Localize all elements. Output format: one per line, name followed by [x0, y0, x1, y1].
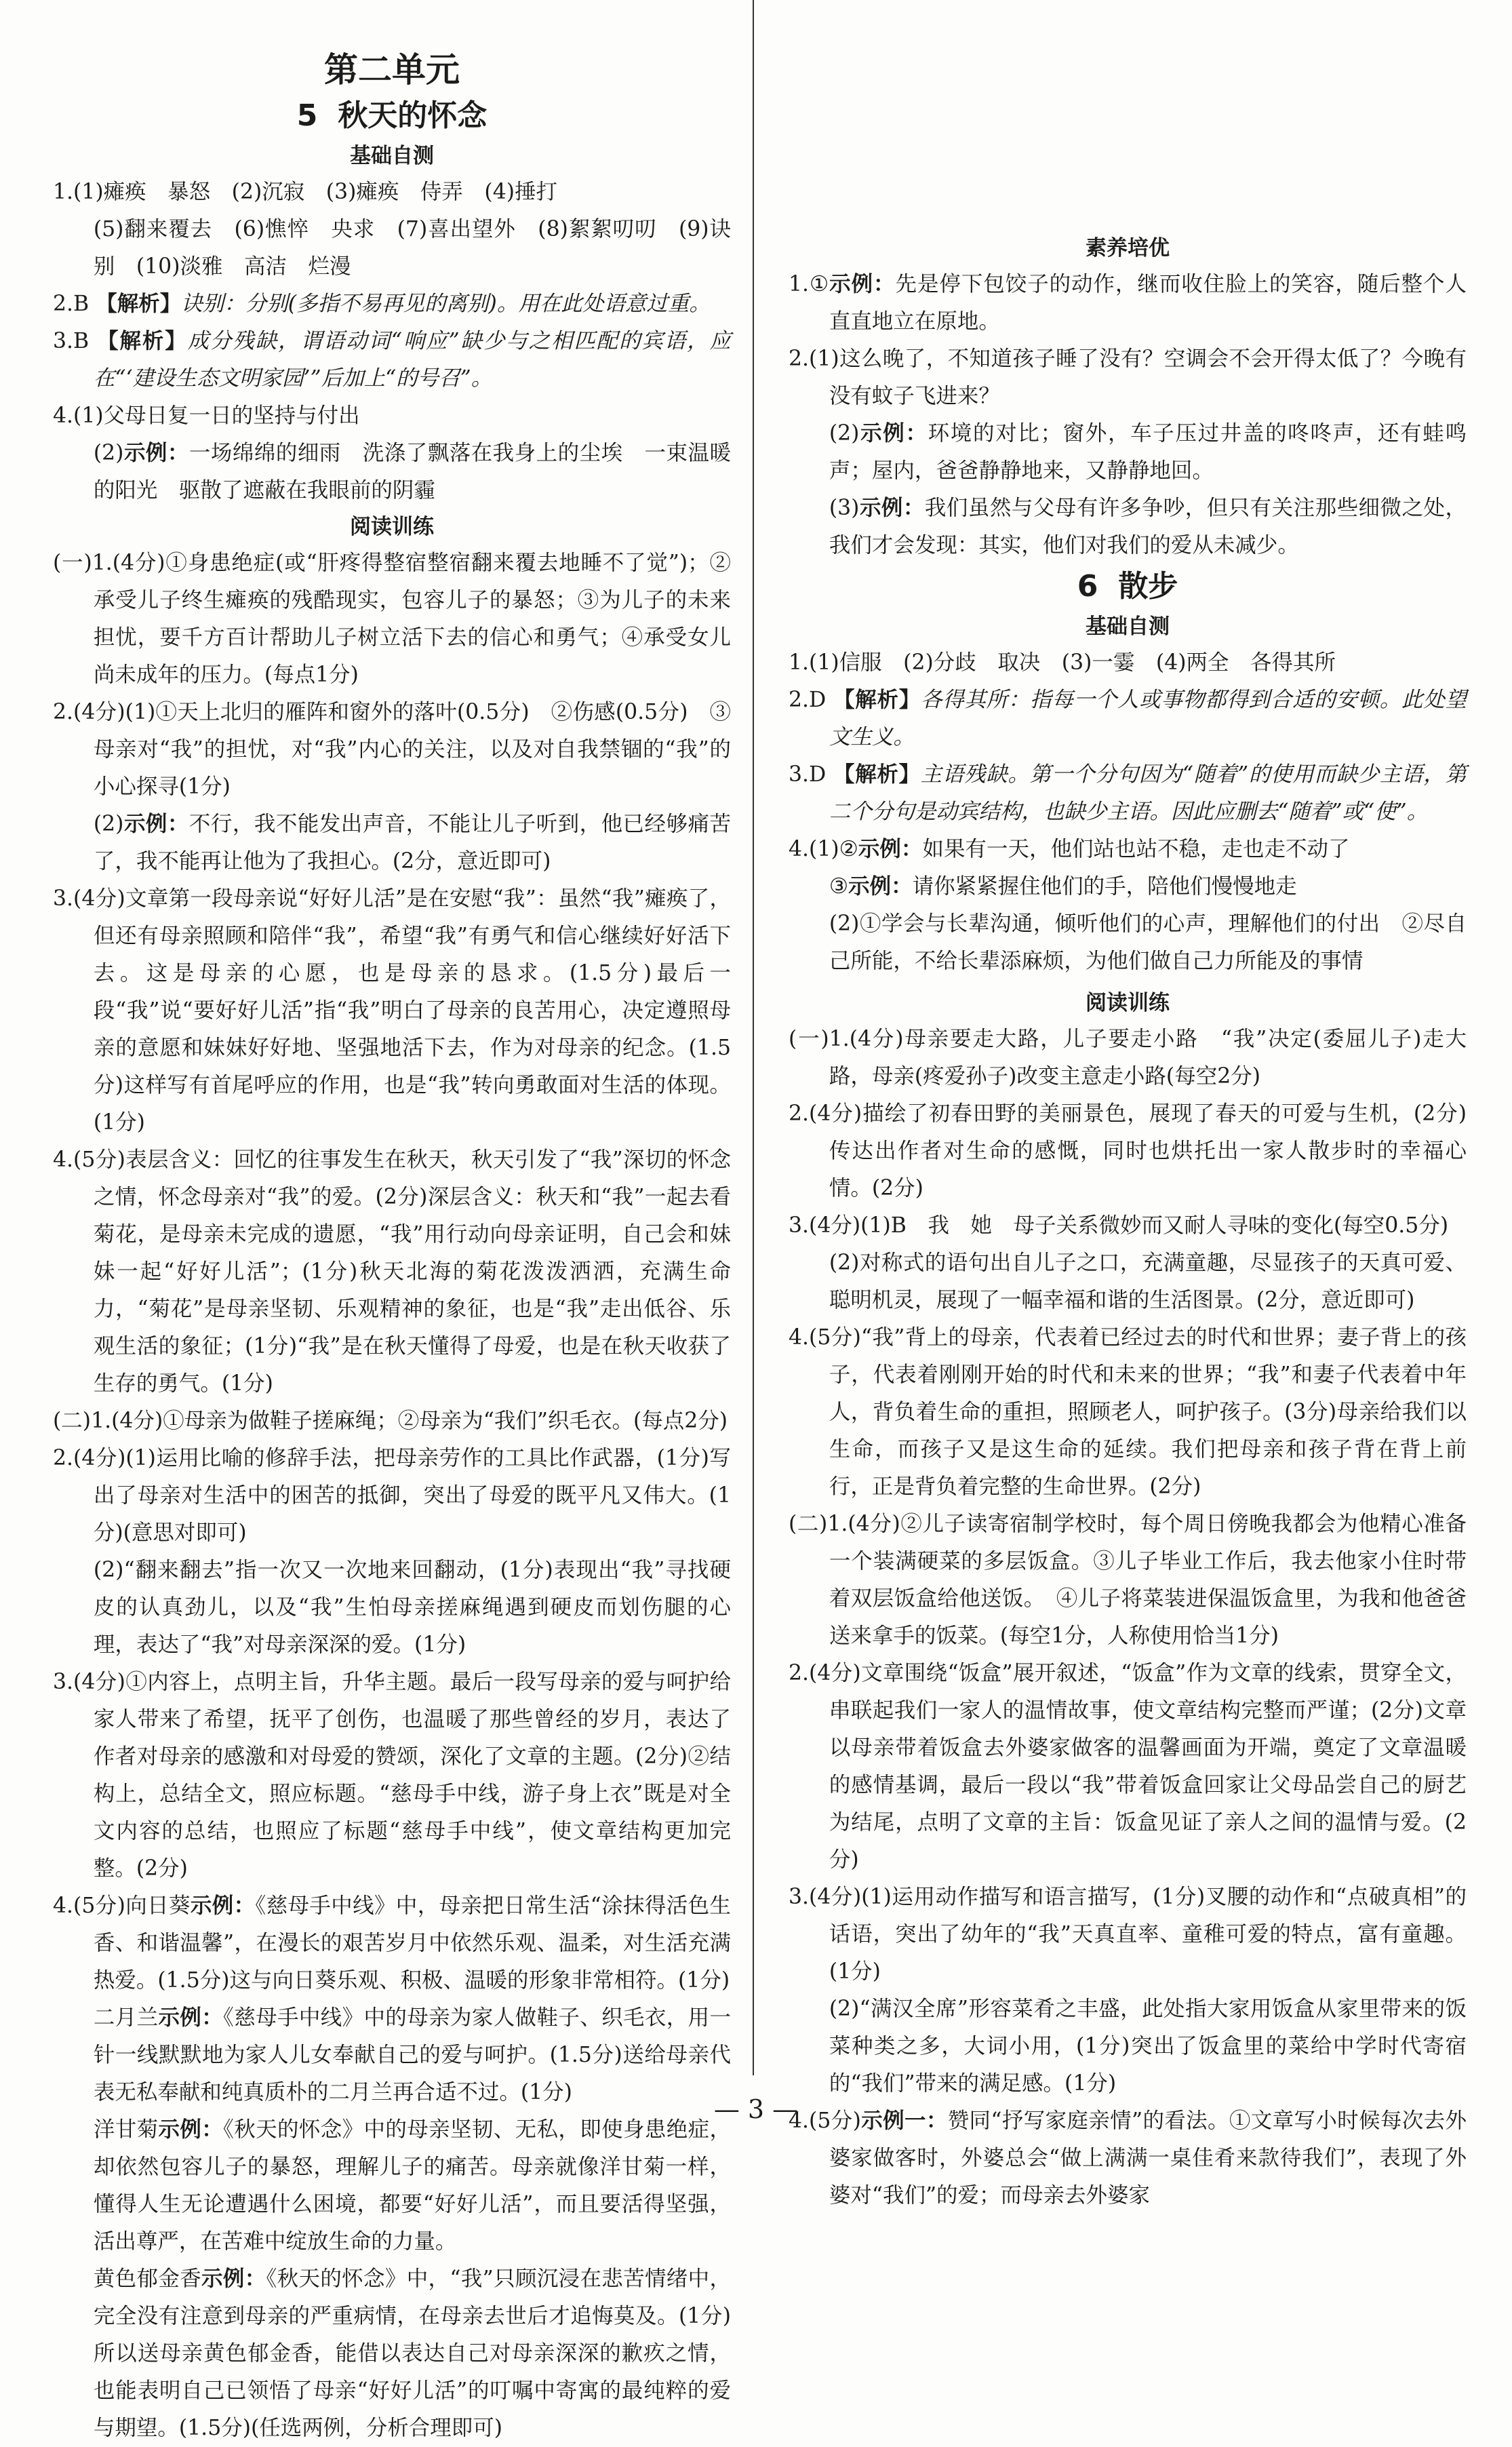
- l5-quality-q2: 2.(1)这么晚了，不知道孩子睡了没有？空调会不会开得太低了？今晚有没有蚊子飞进来？: [789, 347, 1467, 408]
- sub-label: 1.①: [789, 272, 830, 296]
- l5-read1-q3: 3.(4分)文章第一段母亲说“好好儿活”是在安慰“我”：虽然“我”瘫痪了，但还有母亲照顾和陪伴“我”，希望“我”有勇气和信心继续好好活下去。这是母亲的心愿，也是母亲的恳求。(1.5分)最后一段“我”说“要好好儿活”指“我”明白了母亲的良苦用心，决定遵照母亲的意愿和妹妹好好地、坚强地活下去，作为对母亲的纪念。(1.5分)这样写有首尾呼应的作用，也是“我”转向勇敢面对生活的体现。(1分): [53, 886, 731, 1135]
- example-text: 如果有一天，他们站也站不稳，走也走不动了: [922, 837, 1350, 861]
- section-quality-heading: 素养培优: [1086, 236, 1170, 260]
- l6-read2-q3: 3.(4分)(1)运用动作描写和语言描写，(1分)叉腰的动作和“点破真相”的话语，突出了幼年的“我”天真直率、童稚可爱的特点，富有童趣。(1分): [789, 1885, 1467, 1984]
- example-tag: 示例：: [848, 874, 913, 899]
- analysis-tag: 【解析】: [833, 688, 921, 712]
- l5-basic-q1: 1.(1)瘫痪 暴怒 (2)沉寂 (3)瘫痪 侍弄 (4)捶打: [53, 180, 558, 204]
- example-text: 《秋天的怀念》中的母亲坚韧、无私，即使身患绝症，却依然包容儿子的暴怒，理解儿子的痛苦。母亲就像洋甘菊一样，懂得人生无论遭遇什么困境，都要“好好儿活”，而且要活得坚强，活出尊严，在苦难中绽放生命的力量。: [93, 2117, 731, 2254]
- example-tag: 示例：: [201, 2267, 266, 2291]
- example-tag: 示例：: [190, 1894, 256, 1918]
- analysis-tag: 【解析】: [833, 762, 921, 787]
- example-tag: 示例：: [859, 421, 928, 446]
- example-text: 《秋天的怀念》中，“我”只顾沉浸在悲苦情绪中，完全没有注意到母亲的严重病情，在母亲去世后才追悔莫及。(1分)所以送母亲黄色郁金香，能借以表达自己对母亲深深的歉疚之情，也能表明自己已领悟了母亲“好好儿活”的叮嘱中寄寓的最纯粹的爱与期望。(1.5分)(任选两例，分析合理即可): [93, 2267, 731, 2440]
- example-tag: 示例一：: [860, 2109, 948, 2133]
- sub-label: 4.(5分): [789, 2109, 861, 2133]
- lesson-6-title: [789, 564, 1467, 609]
- example-tag: 示例：: [158, 2005, 224, 2030]
- sub-label: 二月兰: [93, 2005, 159, 2030]
- section-reading-heading: 阅读训练: [350, 515, 434, 539]
- example-text: 赞同“抒写家庭亲情”的看法。①文章写小时候每次去外婆家做客时，外婆总会“做上满满一桌佳肴来款待我们”，表现了外婆对“我们”的爱；而母亲去外婆家: [829, 2109, 1467, 2208]
- l6-basic-q4-b: [789, 868, 1467, 905]
- l6-read2-q2: 2.(4分)文章围绕“饭盒”展开叙述，“饭盒”作为文章的线索，贯穿全文，串联起我们一家人的温情故事，使文章结构完整而严谨；(2分)文章以母亲带着饭盒去外婆家做客的温馨画面为开端，奠定了文章温暖的感情基调，最后一段以“我”带着饭盒回家让父母品尝自己的厨艺为结尾，点明了文章的主旨：饭盒见证了亲人之间的温情与爱。(2分): [789, 1661, 1467, 1872]
- sub-label: (2): [93, 812, 124, 836]
- lesson-6-name: 散步: [1118, 569, 1178, 604]
- lesson-5-name: 秋天的怀念: [338, 98, 488, 133]
- analysis-text: 主语残缺。第一个分句因为“随着”的使用而缺少主语，第二个分句是动宾结构，也缺少主语。因此应删去“随着”或“使”。: [829, 762, 1467, 824]
- l6-read2-q1: (二)1.(4分)②儿子读寄宿制学校时，每个周日傍晚我都会为他精心准备一个装满硬菜的多层饭盒。③儿子毕业工作后，我去他家小住时带着双层饭盒给他送饭。 ④儿子将菜装进保温饭盒里，为我和他爸爸送来拿手的饭菜。(每空1分，人称使用恰当1分): [789, 1512, 1467, 1648]
- sub-label: (2): [93, 441, 124, 465]
- example-text: 请你紧紧握住他们的手，陪他们慢慢地走: [912, 874, 1297, 899]
- unit-title: 第二单元: [324, 50, 460, 90]
- sub-label: ③: [829, 874, 849, 899]
- example-tag: 示例：: [829, 272, 896, 296]
- l5-basic-q4-example: [53, 435, 731, 509]
- l5-read1-q4: 4.(5分)表层含义：回忆的往事发生在秋天，秋天引发了“我”深切的怀念之情，怀念母亲对“我”的爱。(2分)深层含义：秋天和“我”一起去看菊花，是母亲未完成的遗愿，“我”用行动向母亲证明，自己会和妹妹一起“好好儿活”；(1分)秋天北海的菊花泼泼洒洒，充满生命力，“菊花”是母亲坚韧、乐观精神的象征，也是“我”走出低谷、乐观生活的象征；(1分)“我”是在秋天懂得了母爱，也是在秋天收获了生存的勇气。(1分): [53, 1148, 731, 1396]
- answer-label: 2.D: [789, 688, 827, 712]
- l5-read2-q4-c: [53, 2111, 731, 2260]
- l6-read2-q3-b: (2)“满汉全席”形容菜肴之丰盛，此处指大家用饭盒从家里带来的饭菜种类之多，大词小用，(1分)突出了饭盒里的菜给中学时代寄宿的“我们”带来的满足感。(1分): [829, 1997, 1467, 2096]
- answer-label: 3.B: [53, 329, 89, 353]
- l5-read2-q4: [53, 1887, 731, 1999]
- analysis-tag: 【解析】: [96, 292, 182, 316]
- example-text: 《慈母手中线》中的母亲为家人做鞋子、织毛衣，用一针一线默默地为家人儿女奉献自己的爱与呵护。(1.5分)送给母亲代表无私奉献和纯真质朴的二月兰再合适不过。(1分): [93, 2005, 731, 2105]
- example-text: 《慈母手中线》中，母亲把日常生活“涂抹得活色生香、和谐温馨”，在漫长的艰苦岁月中依然乐观、温柔，对生活充满热爱。(1.5分)这与向日葵乐观、积极、温暖的形象非常相符。(1分): [93, 1894, 731, 1993]
- column-divider: [753, 0, 754, 2075]
- lesson-6-number: 6: [1077, 569, 1098, 604]
- l5-basic-q4: 4.(1)父母日复一日的坚持与付出: [53, 404, 360, 428]
- l6-basic-q2: [789, 682, 1467, 756]
- l5-read2-q4-d: [53, 2260, 731, 2447]
- l6-basic-q3: [789, 756, 1467, 831]
- l5-read2-q2: 2.(4分)(1)运用比喻的修辞手法，把母亲劳作的工具比作武器，(1分)写出了母亲对生活中的困苦的抵御，突出了母爱的既平凡又伟大。(1分)(意思对即可): [53, 1446, 731, 1545]
- example-tag: 示例：: [858, 837, 923, 861]
- section-reading-heading-6: 阅读训练: [1086, 991, 1170, 1015]
- l5-read1-q2: 2.(4分)(1)①天上北归的雁阵和窗外的落叶(0.5分) ②伤感(0.5分) ③母亲对“我”的担忧，对“我”内心的关注，以及对自我禁锢的“我”的小心探寻(1分): [53, 700, 731, 799]
- l5-read2-q1: (二)1.(4分)①母亲为做鞋子搓麻绳；②母亲为“我们”织毛衣。(每点2分): [53, 1409, 728, 1433]
- analysis-tag: 【解析】: [97, 329, 188, 353]
- sub-label: (3): [829, 496, 860, 520]
- l5-read2-q3: 3.(4分)①内容上，点明主旨，升华主题。最后一段写母亲的爱与呵护给家人带来了希望，抚平了创伤，也温暖了那些曾经的岁月，表达了作者对母亲的感激和对母爱的赞颂，深化了文章的主题。(2分)②结构上，总结全文，照应标题。“慈母手中线，游子身上衣”既是对全文内容的总结，也照应了标题“慈母手中线”，使文章结构更加完整。(2分): [53, 1670, 731, 1881]
- example-text: 环境的对比；窗外，车子压过井盖的咚咚声，还有蛙鸣声；屋内，爸爸静静地来，又静静地回。: [829, 421, 1467, 483]
- example-text: 先是停下包饺子的动作，继而收住脸上的笑容，随后整个人直直地立在原地。: [829, 272, 1467, 334]
- example-text: 一场绵绵的细雨 洗涤了飘落在我身上的尘埃 一束温暖的阳光 驱散了遮蔽在我眼前的阴霾: [93, 441, 731, 503]
- l5-read2-q2-b: (2)“翻来翻去”指一次又一次地来回翻动，(1分)表现出“我”寻找硬皮的认真劲儿，以及“我”生怕母亲搓麻绳遇到硬皮而划伤腿的心理，表达了“我”对母亲深深的爱。(1分): [93, 1558, 731, 1657]
- l5-read1-q2-example: [53, 806, 731, 880]
- l5-quality-q1: [789, 266, 1467, 340]
- l6-read1-q1: (一)1.(4分)母亲要走大路，儿子要走小路 “我”决定(委屈儿子)走大路，母亲(疼爱孙子)改变主意走小路(每空2分): [789, 1027, 1467, 1089]
- analysis-text: 各得其所：指每一个人或事物都得到合适的安顿。此处望文生义。: [829, 688, 1467, 749]
- l6-read1-q3-b: (2)对称式的语句出自儿子之口，充满童趣，尽显孩子的天真可爱、聪明机灵，展现了一幅幸福和谐的生活图景。(2分，意近即可): [829, 1251, 1467, 1312]
- section-basic-heading-6: 基础自测: [1086, 614, 1170, 639]
- example-text: 不行，我不能发出声音，不能让儿子听到，他已经够痛苦了，我不能再让他为了我担心。(2分，意近即可): [93, 812, 731, 874]
- analysis-text: 成分残缺，谓语动词“响应”缺少与之相匹配的宾语，应在“‘建设生态文明家园’”后加上“的号召”。: [93, 329, 732, 391]
- example-tag: 示例：: [859, 496, 925, 520]
- l6-basic-q4: [789, 831, 1467, 868]
- l6-read1-q4: 4.(5分)“我”背上的母亲，代表着已经过去的时代和世界；妻子背上的孩子，代表着刚刚开始的时代和未来的世界；“我”和妻子代表着中年人，背负着生命的重担，照顾老人，呵护孩子。(3分)母亲给我们以生命，而孩子又是这生命的延续。我们把母亲和孩子背在背上前行，正是背负着完整的生命世界。(2分): [789, 1325, 1467, 1499]
- l5-basic-q3: [53, 323, 731, 397]
- sub-label: 4.(1)②: [789, 837, 858, 861]
- l6-read1-q3: 3.(4分)(1)B 我 她 母子关系微妙而又耐人寻味的变化(每空0.5分): [789, 1213, 1449, 1238]
- l6-basic-q1: 1.(1)信服 (2)分歧 取决 (3)一霎 (4)两全 各得其所: [789, 650, 1336, 675]
- left-column: [53, 46, 731, 2447]
- analysis-text: 诀别：分别(多指不易再见的离别)。用在此处语意过重。: [181, 292, 711, 316]
- l6-basic-q4-c: (2)①学会与长辈沟通，倾听他们的心声，理解他们的付出 ②尽自己所能，不给长辈添麻烦，为他们做自己力所能及的事情: [829, 912, 1467, 973]
- lesson-5-number: 5: [296, 98, 318, 133]
- answer-label: 2.B: [53, 292, 89, 316]
- l5-quality-q2-b: [789, 415, 1467, 490]
- sub-label: 黄色郁金香: [93, 2267, 202, 2291]
- example-tag: 示例：: [123, 441, 189, 465]
- l5-read1-q1: (一)1.(4分)①身患绝症(或“肝疼得整宿整宿翻来覆去地睡不了觉”)；②承受儿子终生瘫痪的残酷现实，包容儿子的暴怒；③为儿子的未来担忧，要千方百计帮助儿子树立活下去的信心和勇气；④承受女儿尚未成年的压力。(每点1分): [53, 551, 731, 687]
- l5-quality-q2-c: [789, 490, 1467, 564]
- l6-read1-q2: 2.(4分)描绘了初春田野的美丽景色，展现了春天的可爱与生机，(2分)传达出作者对生命的感慨，同时也烘托出一家人散步时的幸福心情。(2分): [789, 1101, 1467, 1200]
- answer-label: 3.D: [789, 762, 827, 787]
- section-basic-heading: 基础自测: [350, 144, 434, 168]
- sub-label: 洋甘菊: [93, 2117, 159, 2142]
- sub-label: 4.(5分)向日葵: [53, 1894, 191, 1918]
- page-number: — 3 —: [713, 2094, 799, 2124]
- l5-basic-q1-cont: (5)翻来覆去 (6)憔悴 央求 (7)喜出望外 (8)絮絮叨叨 (9)诀别 (10)淡雅 高洁 烂漫: [93, 217, 731, 279]
- example-tag: 示例：: [158, 2117, 224, 2142]
- example-tag: 示例：: [123, 812, 189, 836]
- sub-label: (2): [829, 421, 860, 446]
- example-text: 我们虽然与父母有许多争吵，但只有关注那些细微之处，我们才会发现：其实，他们对我们的爱从未减少。: [829, 496, 1467, 557]
- l5-basic-q2: [53, 286, 731, 323]
- right-column: [789, 5, 1467, 2214]
- lesson-5-title: [53, 94, 731, 138]
